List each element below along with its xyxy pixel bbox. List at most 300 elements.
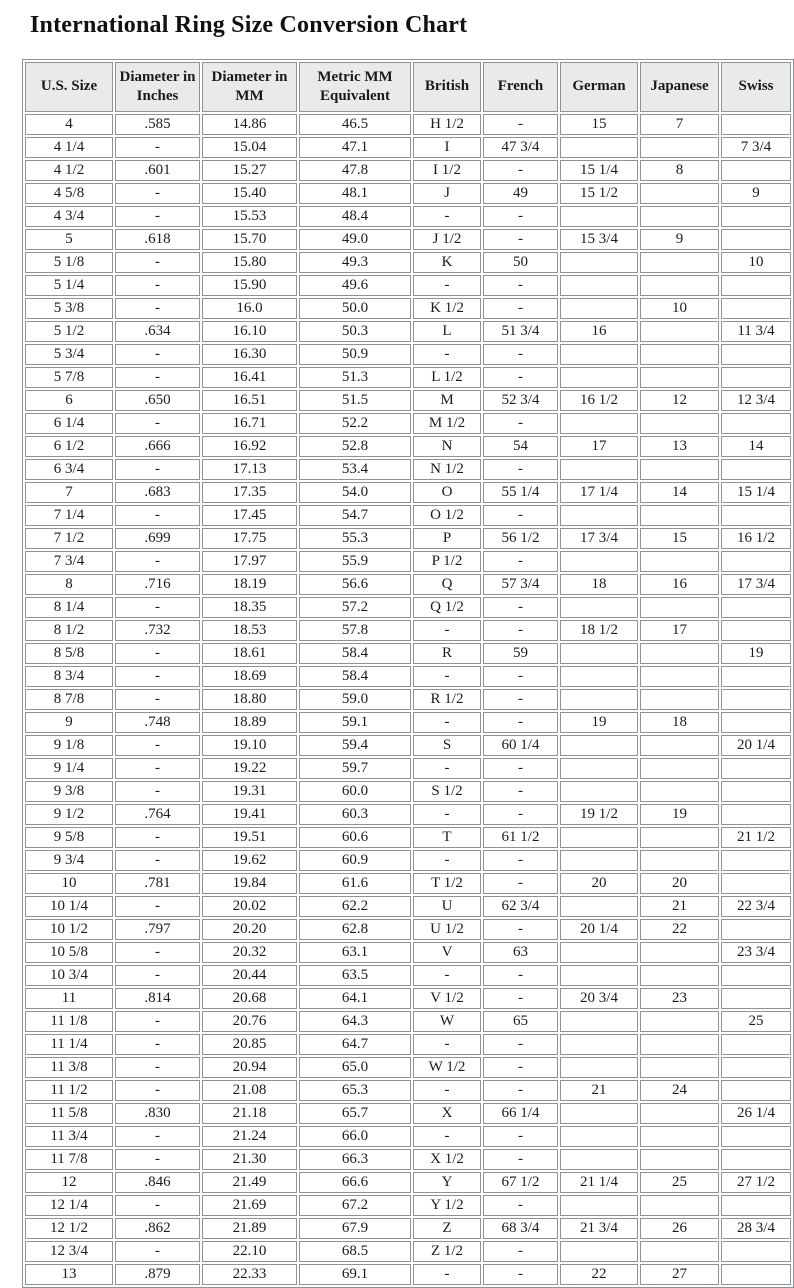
cell: 69.1 xyxy=(299,1264,411,1285)
table-row xyxy=(25,160,791,181)
cell: 51 3/4 xyxy=(483,321,558,342)
cell: - xyxy=(483,1241,558,1262)
column-header: Japanese xyxy=(640,62,719,112)
cell: Q xyxy=(413,574,481,595)
cell xyxy=(721,551,791,572)
cell: 16 xyxy=(560,321,638,342)
cell: 63.5 xyxy=(299,965,411,986)
cell: 9 1/4 xyxy=(25,758,113,779)
cell xyxy=(640,666,719,687)
cell: 4 xyxy=(25,114,113,135)
cell xyxy=(721,1080,791,1101)
cell: 19.31 xyxy=(202,781,297,802)
cell xyxy=(640,344,719,365)
cell: 15 xyxy=(640,528,719,549)
cell: K xyxy=(413,252,481,273)
table-row xyxy=(25,873,791,894)
cell: 15 1/2 xyxy=(560,183,638,204)
cell: 5 1/2 xyxy=(25,321,113,342)
cell: .846 xyxy=(115,1172,200,1193)
cell: 50.0 xyxy=(299,298,411,319)
table-row xyxy=(25,643,791,664)
cell: 16 1/2 xyxy=(721,528,791,549)
table-row xyxy=(25,735,791,756)
cell xyxy=(640,1241,719,1262)
cell: 17 3/4 xyxy=(560,528,638,549)
cell: 10 1/2 xyxy=(25,919,113,940)
cell: 19.41 xyxy=(202,804,297,825)
cell: 12 xyxy=(640,390,719,411)
cell: 26 xyxy=(640,1218,719,1239)
cell xyxy=(560,206,638,227)
cell: 52 3/4 xyxy=(483,390,558,411)
cell: 16.71 xyxy=(202,413,297,434)
cell: - xyxy=(115,735,200,756)
cell: - xyxy=(413,206,481,227)
cell xyxy=(640,643,719,664)
cell: Q 1/2 xyxy=(413,597,481,618)
table-row xyxy=(25,1264,791,1285)
cell xyxy=(640,1195,719,1216)
cell xyxy=(640,1149,719,1170)
cell: 60 1/4 xyxy=(483,735,558,756)
cell: T xyxy=(413,827,481,848)
cell: - xyxy=(413,758,481,779)
cell: 48.1 xyxy=(299,183,411,204)
cell: 65.3 xyxy=(299,1080,411,1101)
cell xyxy=(721,988,791,1009)
cell: 59.7 xyxy=(299,758,411,779)
cell: 5 3/4 xyxy=(25,344,113,365)
cell: 20.20 xyxy=(202,919,297,940)
cell: 9 xyxy=(721,183,791,204)
cell: 6 1/2 xyxy=(25,436,113,457)
cell: - xyxy=(483,275,558,296)
cell: - xyxy=(483,1034,558,1055)
cell: 7 1/2 xyxy=(25,528,113,549)
table-row xyxy=(25,1218,791,1239)
cell: - xyxy=(483,712,558,733)
cell: 18.69 xyxy=(202,666,297,687)
cell: 55.9 xyxy=(299,551,411,572)
cell: - xyxy=(115,551,200,572)
cell xyxy=(640,505,719,526)
cell: 11 3/4 xyxy=(721,321,791,342)
cell: - xyxy=(115,505,200,526)
cell: 66.3 xyxy=(299,1149,411,1170)
cell: J 1/2 xyxy=(413,229,481,250)
cell: 21.08 xyxy=(202,1080,297,1101)
cell: - xyxy=(483,1149,558,1170)
table-row xyxy=(25,275,791,296)
cell: - xyxy=(115,344,200,365)
cell: 20 1/4 xyxy=(560,919,638,940)
cell: .781 xyxy=(115,873,200,894)
cell: - xyxy=(483,781,558,802)
cell: - xyxy=(413,712,481,733)
cell: .814 xyxy=(115,988,200,1009)
cell: 20 xyxy=(560,873,638,894)
cell: - xyxy=(483,597,558,618)
cell xyxy=(640,1103,719,1124)
cell: 15.90 xyxy=(202,275,297,296)
cell: 65.7 xyxy=(299,1103,411,1124)
cell: 61.6 xyxy=(299,873,411,894)
table-row xyxy=(25,436,791,457)
cell: 62.8 xyxy=(299,919,411,940)
cell xyxy=(640,1034,719,1055)
cell: I xyxy=(413,137,481,158)
cell: .748 xyxy=(115,712,200,733)
cell: 59.4 xyxy=(299,735,411,756)
cell: 20.44 xyxy=(202,965,297,986)
cell: 67 1/2 xyxy=(483,1172,558,1193)
cell: 12 1/2 xyxy=(25,1218,113,1239)
cell: 21.24 xyxy=(202,1126,297,1147)
cell: 8 xyxy=(640,160,719,181)
cell xyxy=(721,1264,791,1285)
cell: 9 1/8 xyxy=(25,735,113,756)
cell: - xyxy=(483,620,558,641)
cell: - xyxy=(483,367,558,388)
cell: 47.8 xyxy=(299,160,411,181)
cell xyxy=(560,781,638,802)
cell xyxy=(560,1126,638,1147)
cell xyxy=(721,712,791,733)
cell: 23 3/4 xyxy=(721,942,791,963)
cell: - xyxy=(483,689,558,710)
cell xyxy=(640,183,719,204)
table-row xyxy=(25,597,791,618)
cell: 17.13 xyxy=(202,459,297,480)
cell xyxy=(640,781,719,802)
cell: 19 1/2 xyxy=(560,804,638,825)
cell xyxy=(721,1241,791,1262)
cell: - xyxy=(115,896,200,917)
table-row xyxy=(25,252,791,273)
cell: 15 xyxy=(560,114,638,135)
table-row xyxy=(25,689,791,710)
cell: 19.51 xyxy=(202,827,297,848)
cell: - xyxy=(413,965,481,986)
cell: 17 xyxy=(560,436,638,457)
cell: 18.19 xyxy=(202,574,297,595)
table-row xyxy=(25,206,791,227)
cell: 65 xyxy=(483,1011,558,1032)
cell: 12 xyxy=(25,1172,113,1193)
cell: N xyxy=(413,436,481,457)
cell: 64.3 xyxy=(299,1011,411,1032)
cell: P xyxy=(413,528,481,549)
cell xyxy=(560,505,638,526)
cell xyxy=(560,827,638,848)
table-row xyxy=(25,827,791,848)
cell xyxy=(721,206,791,227)
cell: 65.0 xyxy=(299,1057,411,1078)
cell xyxy=(721,781,791,802)
cell: 9 1/2 xyxy=(25,804,113,825)
cell: 4 1/4 xyxy=(25,137,113,158)
cell: - xyxy=(483,160,558,181)
cell: .732 xyxy=(115,620,200,641)
cell: - xyxy=(483,505,558,526)
cell: 55.3 xyxy=(299,528,411,549)
cell: 60.9 xyxy=(299,850,411,871)
table-body xyxy=(25,114,791,1285)
cell: 64.1 xyxy=(299,988,411,1009)
cell: - xyxy=(413,1080,481,1101)
cell: 5 xyxy=(25,229,113,250)
cell xyxy=(721,160,791,181)
cell: 56 1/2 xyxy=(483,528,558,549)
cell: 9 xyxy=(25,712,113,733)
cell: 17 1/4 xyxy=(560,482,638,503)
cell: - xyxy=(115,183,200,204)
cell: 20.02 xyxy=(202,896,297,917)
cell: 57.2 xyxy=(299,597,411,618)
cell: 12 1/4 xyxy=(25,1195,113,1216)
table-row xyxy=(25,321,791,342)
cell: 66.6 xyxy=(299,1172,411,1193)
cell: 5 7/8 xyxy=(25,367,113,388)
cell xyxy=(721,1034,791,1055)
cell: .585 xyxy=(115,114,200,135)
cell: - xyxy=(115,758,200,779)
cell: 18.61 xyxy=(202,643,297,664)
cell: 27 xyxy=(640,1264,719,1285)
table-row xyxy=(25,988,791,1009)
table-row xyxy=(25,620,791,641)
cell: 68 3/4 xyxy=(483,1218,558,1239)
cell xyxy=(560,1103,638,1124)
cell: 20.85 xyxy=(202,1034,297,1055)
cell xyxy=(560,850,638,871)
cell: 8 5/8 xyxy=(25,643,113,664)
table-row xyxy=(25,574,791,595)
cell: 22.33 xyxy=(202,1264,297,1285)
cell: - xyxy=(115,206,200,227)
cell: 8 xyxy=(25,574,113,595)
cell: .618 xyxy=(115,229,200,250)
cell: 14 xyxy=(640,482,719,503)
cell xyxy=(721,689,791,710)
cell: 18.35 xyxy=(202,597,297,618)
cell xyxy=(640,137,719,158)
cell: H 1/2 xyxy=(413,114,481,135)
cell: 8 1/4 xyxy=(25,597,113,618)
cell: 57.8 xyxy=(299,620,411,641)
cell: 60.3 xyxy=(299,804,411,825)
cell: 14 xyxy=(721,436,791,457)
cell xyxy=(640,321,719,342)
cell: 54.0 xyxy=(299,482,411,503)
cell: - xyxy=(115,275,200,296)
cell: Y xyxy=(413,1172,481,1193)
cell: 47 3/4 xyxy=(483,137,558,158)
cell xyxy=(640,1126,719,1147)
cell: 5 3/8 xyxy=(25,298,113,319)
table-row xyxy=(25,896,791,917)
table-row xyxy=(25,1195,791,1216)
cell xyxy=(721,620,791,641)
cell: - xyxy=(483,988,558,1009)
cell: .862 xyxy=(115,1218,200,1239)
cell: - xyxy=(413,620,481,641)
cell: - xyxy=(115,689,200,710)
table-row xyxy=(25,1011,791,1032)
cell: - xyxy=(413,1126,481,1147)
cell: - xyxy=(483,758,558,779)
header-row xyxy=(25,62,791,112)
table-row xyxy=(25,1080,791,1101)
cell: 11 xyxy=(25,988,113,1009)
table-row xyxy=(25,482,791,503)
cell: - xyxy=(115,1080,200,1101)
table-row xyxy=(25,1172,791,1193)
cell xyxy=(640,206,719,227)
table-row xyxy=(25,183,791,204)
cell: 50 xyxy=(483,252,558,273)
cell: 26 1/4 xyxy=(721,1103,791,1124)
cell: 28 3/4 xyxy=(721,1218,791,1239)
cell xyxy=(640,275,719,296)
cell xyxy=(560,896,638,917)
cell: - xyxy=(483,1195,558,1216)
cell: 15.40 xyxy=(202,183,297,204)
cell: 15.04 xyxy=(202,137,297,158)
cell: 16.51 xyxy=(202,390,297,411)
cell: 18 xyxy=(640,712,719,733)
cell: 17.75 xyxy=(202,528,297,549)
cell: 67.2 xyxy=(299,1195,411,1216)
cell: 4 1/2 xyxy=(25,160,113,181)
cell xyxy=(721,275,791,296)
cell: 7 xyxy=(640,114,719,135)
cell: - xyxy=(483,1264,558,1285)
table-row xyxy=(25,137,791,158)
cell: 61 1/2 xyxy=(483,827,558,848)
cell: - xyxy=(115,850,200,871)
cell: 8 1/2 xyxy=(25,620,113,641)
cell: W xyxy=(413,1011,481,1032)
cell xyxy=(560,137,638,158)
cell: 14.86 xyxy=(202,114,297,135)
cell: 58.4 xyxy=(299,666,411,687)
column-header: Diameter in Inches xyxy=(115,62,200,112)
cell: 21.18 xyxy=(202,1103,297,1124)
cell: K 1/2 xyxy=(413,298,481,319)
cell: - xyxy=(115,597,200,618)
cell: M xyxy=(413,390,481,411)
cell: 19.10 xyxy=(202,735,297,756)
cell: - xyxy=(483,666,558,687)
cell: 49.3 xyxy=(299,252,411,273)
cell: 19.22 xyxy=(202,758,297,779)
cell: .830 xyxy=(115,1103,200,1124)
cell: - xyxy=(115,781,200,802)
table-row xyxy=(25,712,791,733)
cell: - xyxy=(483,873,558,894)
cell: - xyxy=(483,1080,558,1101)
cell: 15.80 xyxy=(202,252,297,273)
cell: 25 xyxy=(721,1011,791,1032)
column-header: Metric MM Equivalent xyxy=(299,62,411,112)
cell: N 1/2 xyxy=(413,459,481,480)
column-header: Diameter in MM xyxy=(202,62,297,112)
cell: I 1/2 xyxy=(413,160,481,181)
cell: Z 1/2 xyxy=(413,1241,481,1262)
cell: L xyxy=(413,321,481,342)
cell: - xyxy=(413,804,481,825)
cell: - xyxy=(483,965,558,986)
cell: 10 xyxy=(25,873,113,894)
cell: S 1/2 xyxy=(413,781,481,802)
cell: 54.7 xyxy=(299,505,411,526)
cell: 59 xyxy=(483,643,558,664)
cell: 57 3/4 xyxy=(483,574,558,595)
cell: 20 3/4 xyxy=(560,988,638,1009)
cell: 19.62 xyxy=(202,850,297,871)
cell xyxy=(721,919,791,940)
cell: - xyxy=(483,1126,558,1147)
cell: 66 1/4 xyxy=(483,1103,558,1124)
cell: R 1/2 xyxy=(413,689,481,710)
cell: 18.80 xyxy=(202,689,297,710)
table-row xyxy=(25,1034,791,1055)
cell: 50.3 xyxy=(299,321,411,342)
cell: - xyxy=(115,643,200,664)
cell: 15 1/4 xyxy=(560,160,638,181)
cell: 48.4 xyxy=(299,206,411,227)
cell xyxy=(640,758,719,779)
cell: - xyxy=(483,229,558,250)
cell: 19 xyxy=(640,804,719,825)
cell: 6 1/4 xyxy=(25,413,113,434)
cell: 21.49 xyxy=(202,1172,297,1193)
cell: X 1/2 xyxy=(413,1149,481,1170)
cell: 20.32 xyxy=(202,942,297,963)
table-row xyxy=(25,666,791,687)
cell: 4 5/8 xyxy=(25,183,113,204)
cell: 15.27 xyxy=(202,160,297,181)
cell: 20 1/4 xyxy=(721,735,791,756)
cell: 12 3/4 xyxy=(721,390,791,411)
cell: 21 1/2 xyxy=(721,827,791,848)
cell: 21 xyxy=(640,896,719,917)
cell: 18.53 xyxy=(202,620,297,641)
cell: 51.3 xyxy=(299,367,411,388)
cell: - xyxy=(483,344,558,365)
cell: 4 3/4 xyxy=(25,206,113,227)
cell: 11 1/2 xyxy=(25,1080,113,1101)
cell xyxy=(560,758,638,779)
cell xyxy=(640,689,719,710)
cell: 63.1 xyxy=(299,942,411,963)
cell: .601 xyxy=(115,160,200,181)
cell: L 1/2 xyxy=(413,367,481,388)
cell xyxy=(560,275,638,296)
cell: 9 xyxy=(640,229,719,250)
cell: 9 3/8 xyxy=(25,781,113,802)
cell: Z xyxy=(413,1218,481,1239)
cell: 66.0 xyxy=(299,1126,411,1147)
cell xyxy=(640,965,719,986)
cell: 20.94 xyxy=(202,1057,297,1078)
cell: - xyxy=(115,252,200,273)
cell xyxy=(560,1241,638,1262)
cell xyxy=(560,252,638,273)
cell xyxy=(560,298,638,319)
